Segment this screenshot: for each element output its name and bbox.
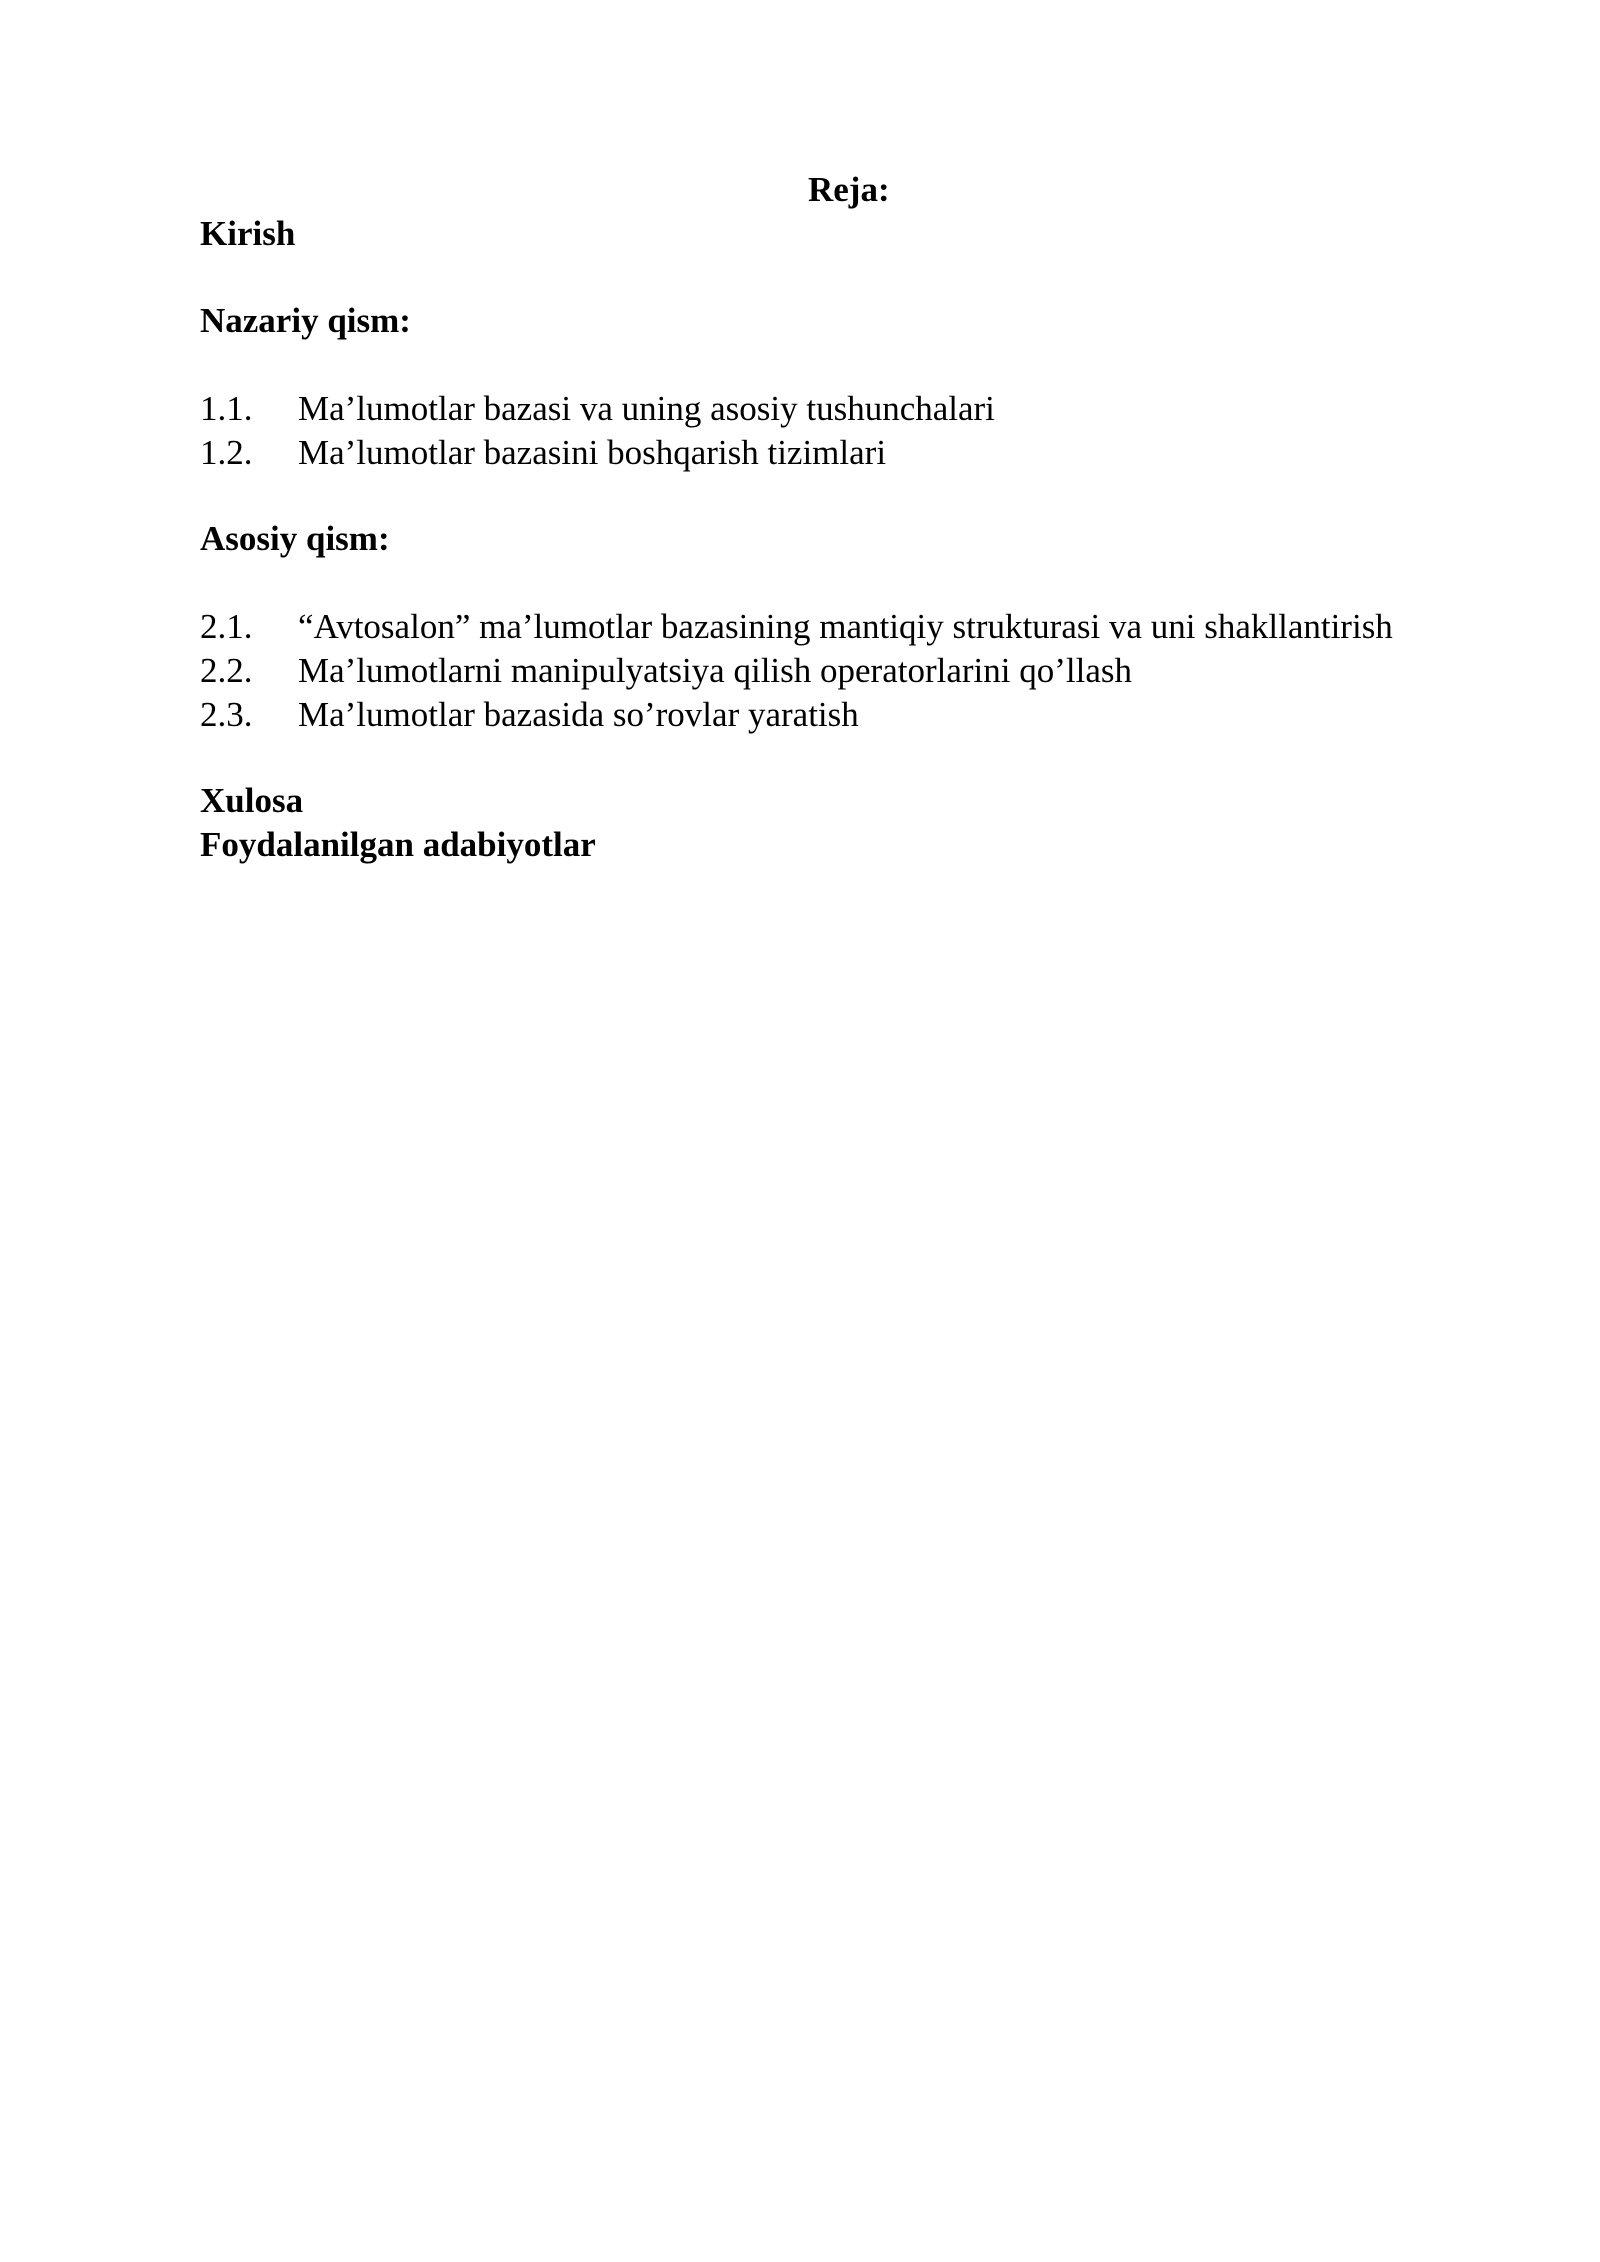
intro-heading: Kirish: [200, 214, 296, 253]
plan-title: Reja:: [808, 170, 890, 209]
toc-item-number: 2.2.: [200, 651, 253, 690]
toc-list-main: [200, 605, 1393, 737]
toc-list-theoretical: [200, 387, 995, 475]
toc-item: [200, 649, 1393, 693]
toc-item-text: Ma’lumotlarni manipulyatsiya qilish operatorlarini qo’llash: [298, 651, 1132, 690]
references-heading: Foydalanilgan adabiyotlar: [200, 825, 596, 864]
toc-item-number: 2.1.: [200, 607, 253, 646]
section-heading-theoretical: Nazariy qism:: [200, 301, 411, 340]
conclusion-heading: Xulosa: [200, 781, 304, 820]
toc-item: [200, 605, 1393, 649]
toc-item-number: 1.2.: [200, 433, 253, 472]
toc-item: [200, 387, 995, 431]
section-heading-main: Asosiy qism:: [200, 519, 390, 558]
toc-item-text: Ma’lumotlar bazasi va uning asosiy tushunchalari: [298, 389, 995, 428]
toc-item: [200, 431, 995, 475]
toc-item-text: “Avtosalon” ma’lumotlar bazasining mantiqiy strukturasi va uni shakllantirish: [298, 607, 1393, 646]
toc-item-text: Ma’lumotlar bazasini boshqarish tizimlari: [298, 433, 887, 472]
toc-item-text: Ma’lumotlar bazasida so’rovlar yaratish: [298, 695, 859, 734]
toc-item: [200, 693, 1393, 737]
toc-item-number: 2.3.: [200, 695, 253, 734]
toc-item-number: 1.1.: [200, 389, 253, 428]
